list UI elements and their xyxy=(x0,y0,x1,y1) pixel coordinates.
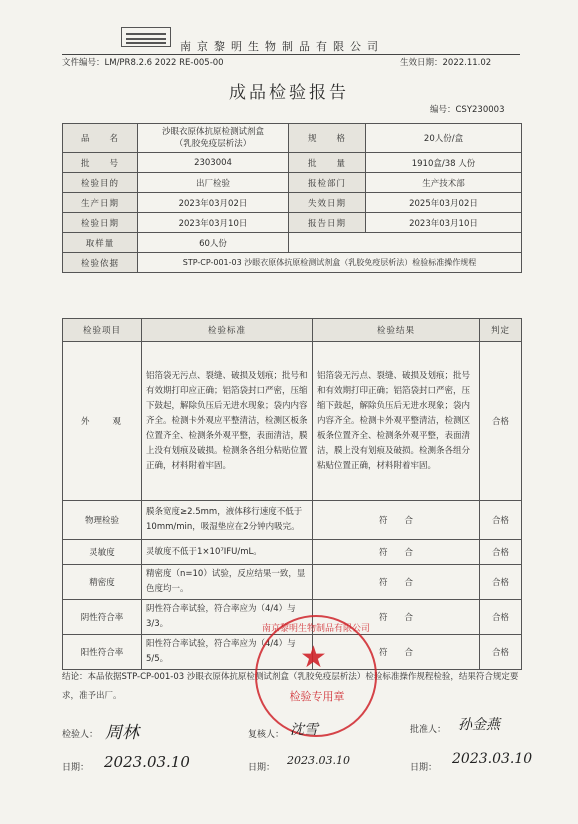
doc-code: 文件编号：LM/PR8.2.6 2022 RE-005-00 xyxy=(62,58,224,68)
dept-label: 报检部门 xyxy=(289,173,366,193)
qty-label: 批 量 xyxy=(289,153,366,173)
inspector-date-label: 日期： xyxy=(62,763,90,773)
table-row xyxy=(63,565,522,600)
row-verdict: 合格 xyxy=(480,600,522,635)
purpose-label: 检验目的 xyxy=(63,173,138,193)
approver-label: 批准人： xyxy=(410,725,447,735)
row-item: 灵敏度 xyxy=(63,540,142,565)
report-date-value: 2023年03月10日 xyxy=(366,213,522,233)
company-name: 南京黎明生物制品有限公司 xyxy=(180,40,384,53)
spec-label: 规 格 xyxy=(289,124,366,153)
company-logo xyxy=(121,27,171,47)
reviewer-date: 2023.03.10 xyxy=(287,754,350,767)
reviewer-signature: 沈雪 xyxy=(290,722,318,738)
row-standard: 铝箔袋无污点、裂缝、破损及划痕；批号和有效期打印应正确；铝箔袋封口严密，压缩下鼓起，解除负压后无进水现象；袋内内容齐全。检测卡外观应平整清洁，检测区板条位置齐全、检测条外观平整，表面清洁，膜上没有划痕及破损。检测条各组分粘贴位置正确，材料附着牢固。 xyxy=(142,342,313,501)
product-name-cell xyxy=(138,124,289,153)
header-rule xyxy=(62,54,520,55)
product-label: 品 名 xyxy=(63,124,138,153)
row-standard: 阳性符合率试验，符合率应为（4/4）与5/5。 xyxy=(142,635,313,670)
row-result: 符 合 xyxy=(313,635,480,670)
table-row xyxy=(63,501,522,540)
batch-value: 2303004 xyxy=(138,153,289,173)
row-verdict: 合格 xyxy=(480,635,522,670)
results-table xyxy=(62,318,522,670)
row-item: 阳性符合率 xyxy=(63,635,142,670)
product-method: （乳胶免疫层析法） xyxy=(174,139,252,149)
test-date-value: 2023年03月10日 xyxy=(138,213,289,233)
row-result: 符 合 xyxy=(313,540,480,565)
row-result: 符 合 xyxy=(313,565,480,600)
row-item: 物理检验 xyxy=(63,501,142,540)
dept-value: 生产技术部 xyxy=(366,173,522,193)
reviewer-date-label: 日期： xyxy=(248,763,276,773)
report-date-label: 报告日期 xyxy=(289,213,366,233)
sample-value: 60人份 xyxy=(138,233,289,253)
approver-signature: 孙金燕 xyxy=(458,717,500,733)
basis-value: STP-CP-001-03 沙眼衣原体抗原检测试剂盒（乳胶免疫层析法）检验标准操作规程 xyxy=(138,253,522,273)
col-item: 检验项目 xyxy=(63,319,142,342)
basis-label: 检验依据 xyxy=(63,253,138,273)
row-result: 铝箔袋无污点、裂缝、破损及划痕；批号和有效期打印正确；铝箔袋封口严密，压缩下鼓起，解除负压后无进水现象；袋内内容齐全。检测卡外观平整清洁，检测区板条位置齐全、检测条外观平整，表面清洁，膜上没有划痕及破损。检测条各组分粘贴位置正确，材料附着牢固。 xyxy=(313,342,480,501)
row-item: 外 观 xyxy=(63,342,142,501)
star-icon: ★ xyxy=(300,640,327,675)
expiry-value: 2025年03月02日 xyxy=(366,193,522,213)
prod-date-label: 生产日期 xyxy=(63,193,138,213)
info-table xyxy=(62,123,522,273)
sample-empty xyxy=(289,233,522,253)
spec-value: 20人份/盒 xyxy=(366,124,522,153)
purpose-value: 出厂检验 xyxy=(138,173,289,193)
batch-label: 批 号 xyxy=(63,153,138,173)
col-verdict: 判定 xyxy=(480,319,522,342)
approver-date-label: 日期： xyxy=(410,763,438,773)
row-standard: 阴性符合率试验，符合率应为（4/4）与3/3。 xyxy=(142,600,313,635)
sample-label: 取样量 xyxy=(63,233,138,253)
reviewer-label: 复核人： xyxy=(248,730,285,740)
row-standard: 精密度（n=10）试验，反应结果一致，显色度均一。 xyxy=(142,565,313,600)
conclusion: 结论：本品依据STP-CP-001-03 沙眼衣原体抗原检测试剂盒（乳胶免疫层析法）检验标准操作规程检验，结果符合规定要求，准予出厂。 xyxy=(62,672,519,701)
row-verdict: 合格 xyxy=(480,342,522,501)
row-verdict: 合格 xyxy=(480,501,522,540)
report-title: 成品检验报告 xyxy=(229,83,349,103)
row-item: 精密度 xyxy=(63,565,142,600)
table-row xyxy=(63,342,522,501)
row-result: 符 合 xyxy=(313,600,480,635)
inspector-date: 2023.03.10 xyxy=(104,753,190,771)
product-name: 沙眼衣原体抗原检测试剂盒 xyxy=(161,127,264,137)
prod-date-value: 2023年03月02日 xyxy=(138,193,289,213)
stamp-label: 检验专用章 xyxy=(289,690,345,703)
row-verdict: 合格 xyxy=(480,565,522,600)
row-item: 阴性符合率 xyxy=(63,600,142,635)
qty-value: 1910盒/38 人份 xyxy=(366,153,522,173)
row-standard: 灵敏度不低于1×10⁷IFU/mL。 xyxy=(142,540,313,565)
report-number: 编号：CSY230003 xyxy=(430,105,505,115)
approver-date: 2023.03.10 xyxy=(452,751,533,767)
col-standard: 检验标准 xyxy=(142,319,313,342)
row-result: 符 合 xyxy=(313,501,480,540)
row-verdict: 合格 xyxy=(480,540,522,565)
col-result: 检验结果 xyxy=(313,319,480,342)
effective-date: 生效日期：2022.11.02 xyxy=(400,58,492,68)
test-date-label: 检验日期 xyxy=(63,213,138,233)
inspector-label: 检验人： xyxy=(62,730,99,740)
table-row xyxy=(63,540,522,565)
row-standard: 膜条宽度≥2.5mm，液体移行速度不低于10mm/min，吸湿垫应在2分钟内吸完。 xyxy=(142,501,313,540)
stamp-ring-text: 南京黎明生物制品有限公司 xyxy=(262,624,371,634)
inspector-signature: 周林 xyxy=(105,723,139,743)
expiry-label: 失效日期 xyxy=(289,193,366,213)
